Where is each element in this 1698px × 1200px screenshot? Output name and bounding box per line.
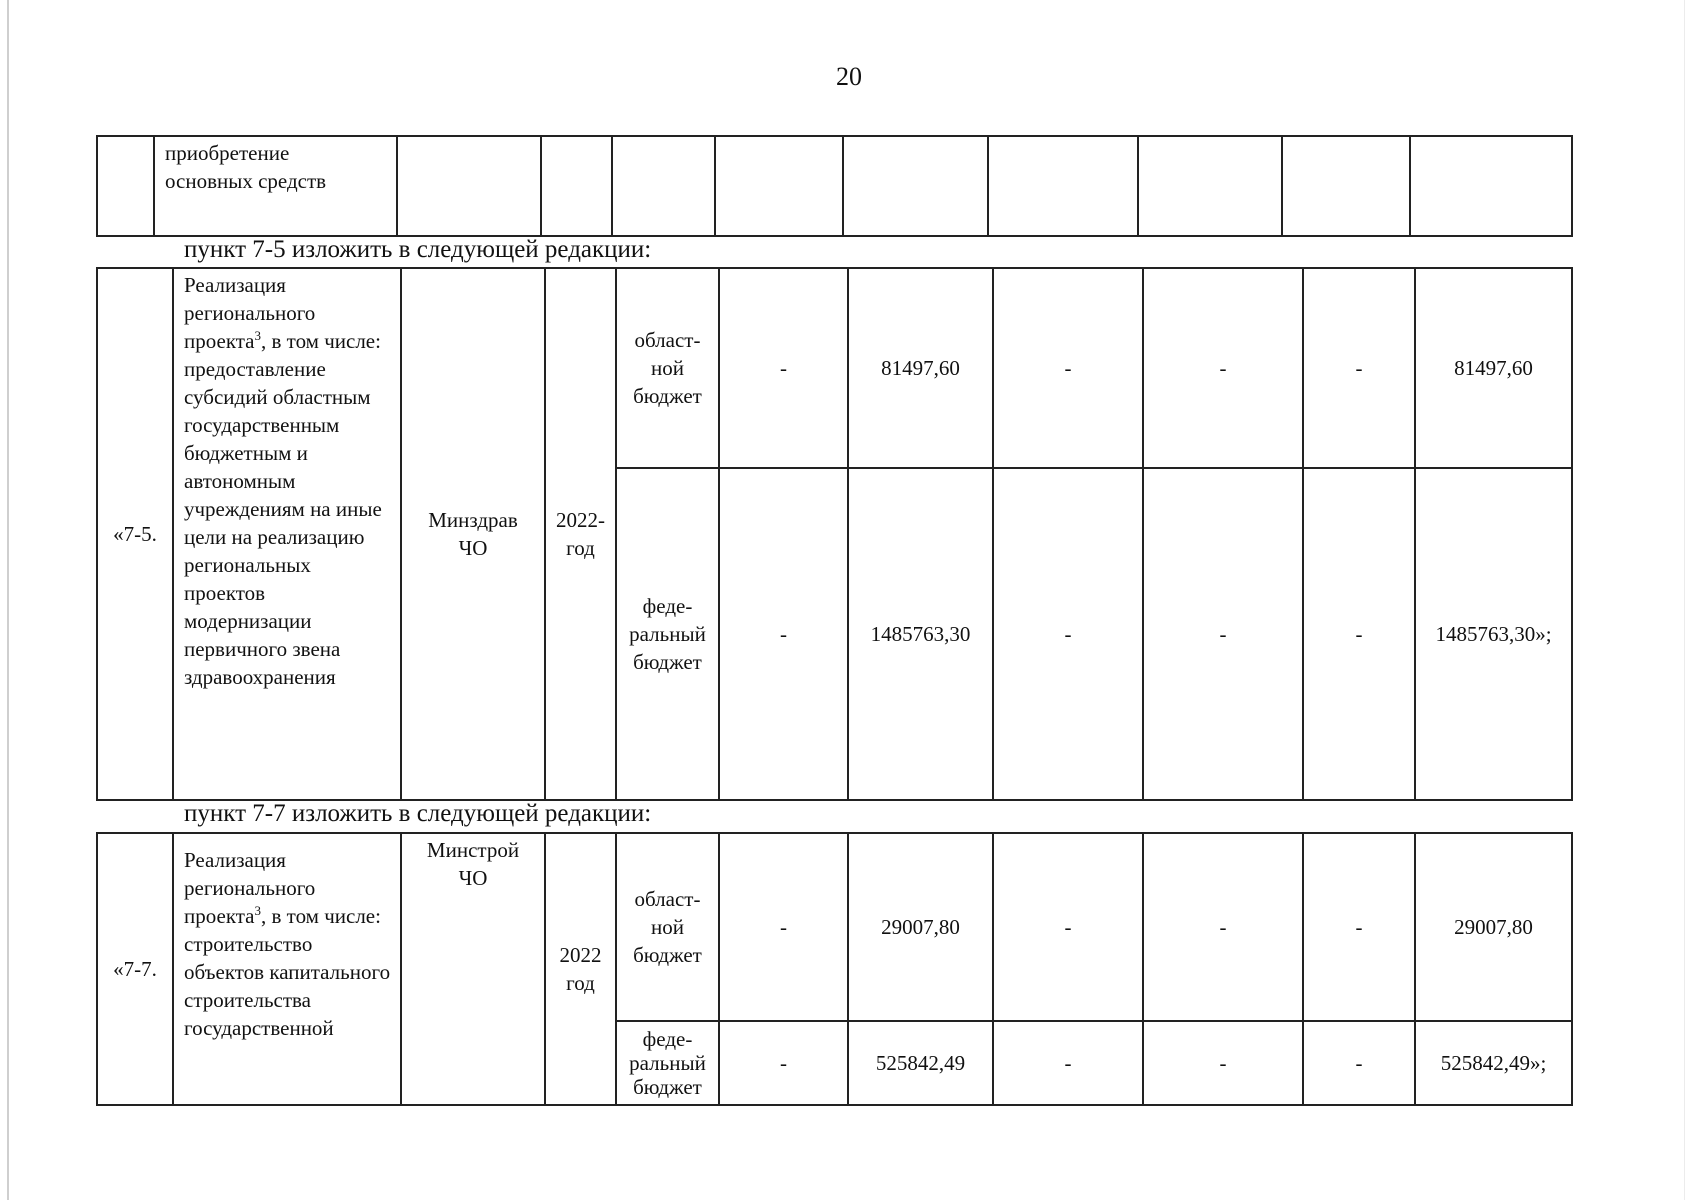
total-cell: 1485763,30»; (1415, 468, 1572, 800)
cell-empty (988, 136, 1138, 236)
value-cell: - (1303, 468, 1415, 800)
continuation-table (96, 135, 1573, 237)
cell-empty (541, 136, 612, 236)
total-cell: 29007,80 (1415, 833, 1572, 1021)
row-description: приобретение основных средств (154, 136, 397, 236)
value-cell: 29007,80 (848, 833, 993, 1021)
instruction-7-7: пункт 7-7 изложить в следующей редакции: (184, 800, 652, 827)
executor: Минстрой ЧО (401, 833, 545, 1105)
page-number: 20 (836, 62, 862, 91)
item-number: «7-7. (97, 833, 173, 1105)
footnote-mark: 3 (254, 903, 261, 918)
description-text-cont: , в том числе: строительство объектов капитального строительства государственной (184, 904, 391, 1040)
value-cell: 1485763,30 (848, 468, 993, 800)
total-cell: 525842,49»; (1415, 1021, 1572, 1105)
description-text: Реализация регионального проекта (184, 273, 316, 353)
value-cell: 81497,60 (848, 268, 993, 468)
total-cell: 81497,60 (1415, 268, 1572, 468)
year: 2022- год (545, 268, 616, 800)
funding-source: феде- ральный бюджет (616, 1021, 719, 1105)
table-row (97, 136, 1572, 236)
cell-empty (397, 136, 541, 236)
description-text: Реализация регионального проекта (184, 848, 316, 928)
table-row (97, 268, 1572, 468)
value-cell: - (993, 268, 1143, 468)
cell-empty (1282, 136, 1410, 236)
cell-empty (1138, 136, 1282, 236)
value-cell: - (993, 833, 1143, 1021)
funding-source: област- ной бюджет (616, 268, 719, 468)
funding-source: област- ной бюджет (616, 833, 719, 1021)
section-7-5-table (96, 267, 1573, 801)
cell-empty (97, 136, 154, 236)
scan-left-edge (7, 0, 9, 1200)
value-cell: - (719, 833, 848, 1021)
executor: Минздрав ЧО (401, 268, 545, 800)
cell-empty (612, 136, 715, 236)
value-cell: - (1303, 268, 1415, 468)
cell-empty (715, 136, 843, 236)
value-cell: - (1143, 268, 1303, 468)
value-cell: - (1143, 468, 1303, 800)
item-number: «7-5. (97, 268, 173, 800)
scan-right-edge (1684, 0, 1685, 1200)
value-cell: 525842,49 (848, 1021, 993, 1105)
value-cell: - (1143, 1021, 1303, 1105)
value-cell: - (1303, 833, 1415, 1021)
value-cell: - (719, 468, 848, 800)
year: 2022 год (545, 833, 616, 1105)
footnote-mark: 3 (254, 328, 261, 343)
item-description (173, 268, 401, 800)
item-description (173, 833, 401, 1105)
value-cell: - (993, 468, 1143, 800)
value-cell: - (719, 268, 848, 468)
value-cell: - (993, 1021, 1143, 1105)
description-text-cont: , в том числе: предоставление субсидий областным государственным бюджетным и автономным учреждениям на иные цели на реализацию региональных проектов модернизации первичного звена здравоохранения (184, 329, 382, 689)
section-7-7-table (96, 832, 1573, 1106)
instruction-7-5: пункт 7-5 изложить в следующей редакции: (184, 236, 652, 263)
cell-empty (843, 136, 988, 236)
value-cell: - (1143, 833, 1303, 1021)
value-cell: - (1303, 1021, 1415, 1105)
cell-empty (1410, 136, 1572, 236)
table-row (97, 833, 1572, 1021)
value-cell: - (719, 1021, 848, 1105)
funding-source: феде- ральный бюджет (616, 468, 719, 800)
